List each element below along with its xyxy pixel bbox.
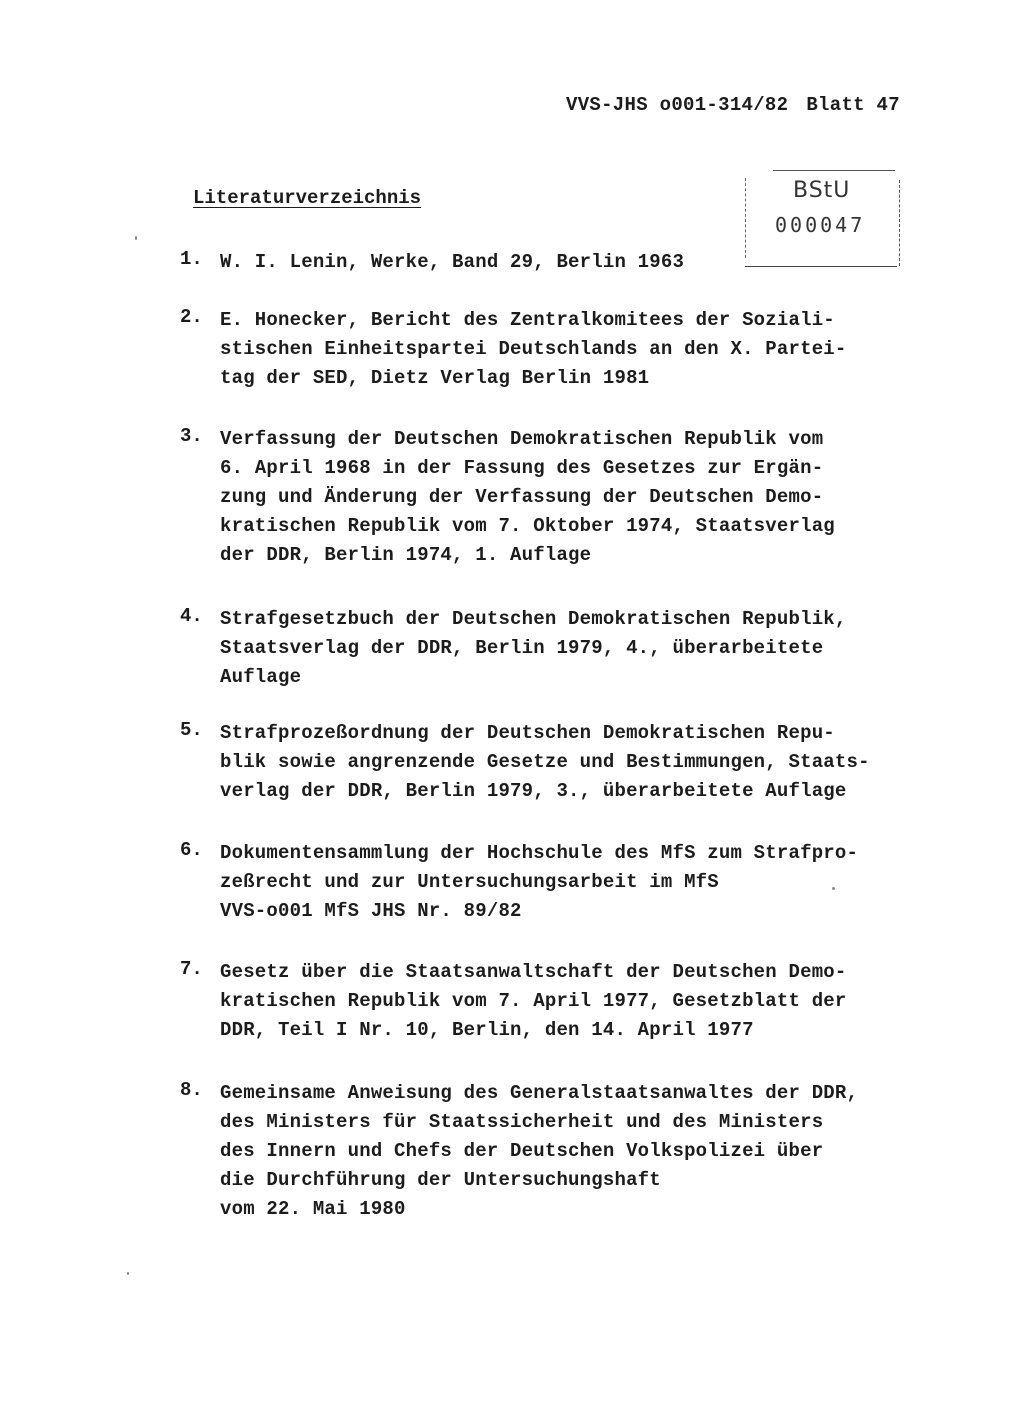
reference-line: Dokumentensammlung der Hochschule des MfS zum Strafpro- (220, 842, 859, 864)
reference-line: Strafprozeßordnung der Deutschen Demokratischen Repu- (220, 722, 835, 744)
reference-line: Verfassung der Deutschen Demokratischen Republik vom (220, 428, 824, 450)
scan-speck (127, 1272, 129, 1275)
reference-text (220, 1079, 910, 1224)
sheet-number: Blatt 47 (806, 94, 900, 116)
reference-line: 6. April 1968 in der Fassung des Gesetzes zur Ergän- (220, 457, 824, 479)
reference-line: E. Honecker, Bericht des Zentralkomitees der Soziali- (220, 309, 835, 331)
reference-line: des Innern und Chefs der Deutschen Volkspolizei über (220, 1140, 824, 1162)
reference-text (220, 719, 910, 806)
reference-line: der DDR, Berlin 1974, 1. Auflage (220, 544, 592, 566)
reference-line: des Ministers für Staatssicherheit und des Ministers (220, 1111, 824, 1133)
reference-number: 1. (180, 248, 203, 270)
reference-line: VVS-o001 MfS JHS Nr. 89/82 (220, 900, 522, 922)
reference-text (220, 958, 910, 1045)
reference-text (220, 306, 910, 393)
reference-line: vom 22. Mai 1980 (220, 1198, 406, 1220)
reference-number: 8. (180, 1079, 203, 1101)
reference-line: kratischen Republik vom 7. Oktober 1974, Staatsverlag (220, 515, 835, 537)
reference-line: W. I. Lenin, Werke, Band 29, Berlin 1963 (220, 251, 685, 273)
reference-line: Gesetz über die Staatsanwaltschaft der Deutschen Demo- (220, 961, 847, 983)
reference-text (220, 605, 910, 692)
reference-number: 6. (180, 839, 203, 861)
reference-line: die Durchführung der Untersuchungshaft (220, 1169, 661, 1191)
scan-speck (135, 236, 137, 240)
document-reference: VVS-JHS o001-314/82 (566, 94, 789, 116)
reference-line: Gemeinsame Anweisung des Generalstaatsanwaltes der DDR, (220, 1082, 859, 1104)
reference-line: DDR, Teil I Nr. 10, Berlin, den 14. April 1977 (220, 1019, 754, 1041)
reference-line: tag der SED, Dietz Verlag Berlin 1981 (220, 367, 650, 389)
reference-number: 2. (180, 306, 203, 328)
reference-line: kratischen Republik vom 7. April 1977, Gesetzblatt der (220, 990, 847, 1012)
reference-text (220, 839, 910, 926)
scan-speck (832, 887, 835, 890)
reference-number: 3. (180, 425, 203, 447)
reference-number: 5. (180, 719, 203, 741)
reference-line: Staatsverlag der DDR, Berlin 1979, 4., überarbeitete (220, 637, 824, 659)
reference-text (220, 248, 910, 277)
reference-number: 7. (180, 958, 203, 980)
reference-line: Auflage (220, 666, 302, 688)
reference-text (220, 425, 910, 570)
stamp-number: 000047 (775, 213, 866, 237)
reference-line: stischen Einheitspartei Deutschlands an den X. Partei- (220, 338, 847, 360)
reference-line: blik sowie angrenzende Gesetze und Bestimmungen, Staats- (220, 751, 870, 773)
reference-line: verlag der DDR, Berlin 1979, 3., überarbeitete Auflage (220, 780, 847, 802)
stamp-label: BStU (793, 178, 851, 203)
section-title: Literaturverzeichnis (193, 187, 422, 209)
reference-line: zeßrecht und zur Untersuchungsarbeit im MfS (220, 871, 719, 893)
reference-number: 4. (180, 605, 203, 627)
reference-line: Strafgesetzbuch der Deutschen Demokratischen Republik, (220, 608, 847, 630)
reference-line: zung und Änderung der Verfassung der Deutschen Demo- (220, 486, 824, 508)
